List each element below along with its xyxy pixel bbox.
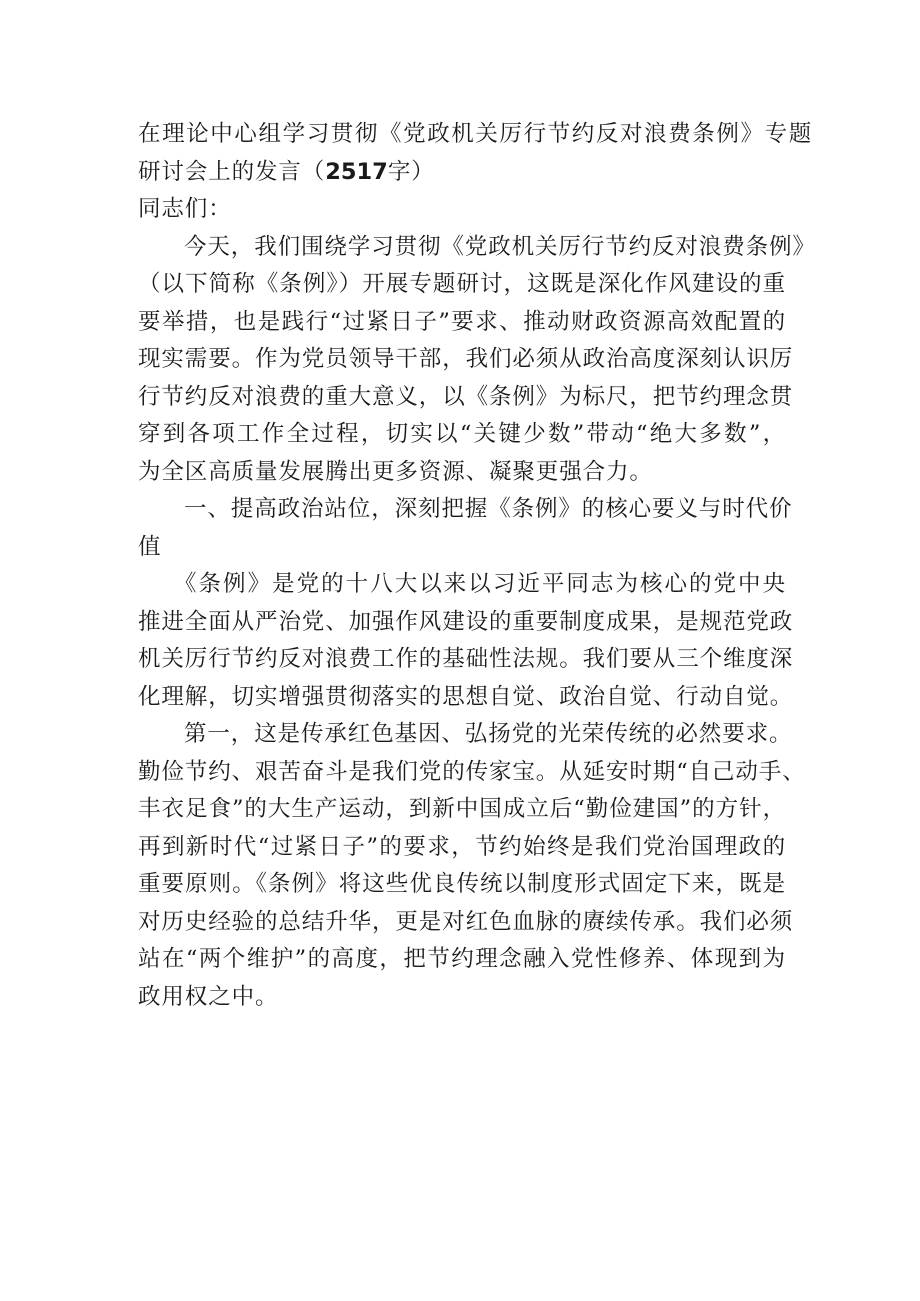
paragraph-first-point bbox=[138, 716, 806, 1016]
paragraph-regulation bbox=[138, 566, 794, 716]
paragraph-line: 化理解，切实增强贯彻落实的思想自觉、政治自觉、行动自觉。 bbox=[138, 683, 794, 710]
paragraph-line: 再到新时代“过紧日子”的要求，节约始终是我们党治国理政的 bbox=[138, 833, 786, 860]
paragraph-line: 推进全面从严治党、加强作风建设的重要制度成果，是规范党政 bbox=[138, 608, 794, 635]
paragraph-line: 行节约反对浪费的重大意义，以《条例》为标尺，把节约理念贯 bbox=[138, 383, 794, 410]
paragraph-intro bbox=[138, 229, 816, 492]
paragraph-line: 穿到各项工作全过程，切实以“关键少数”带动“绝大多数”， bbox=[138, 421, 786, 447]
title-prefix: 研讨会上的发言（ bbox=[138, 158, 326, 185]
document-body bbox=[138, 116, 816, 1016]
paragraph-line: 为全区高质量发展腾出更多资源、凝聚更强合力。 bbox=[138, 458, 653, 485]
paragraph-line: 站在“两个维护”的高度，把节约理念融入党性修养、体现到为 bbox=[138, 946, 786, 972]
section-heading-1 bbox=[138, 491, 793, 566]
paragraph-line: 机关厉行节约反对浪费工作的基础性法规。我们要从三个维度深 bbox=[138, 646, 794, 672]
paragraph-line: 今天，我们围绕学习贯彻《党政机关厉行节约反对浪费条例》 bbox=[184, 233, 816, 260]
section-heading-line: 值 bbox=[138, 533, 162, 560]
paragraph-line: 现实需要。作为党员领导干部，我们必须从政治高度深刻认识厉 bbox=[138, 346, 794, 372]
paragraph-line: 政用权之中。 bbox=[138, 983, 279, 1010]
paragraph-line: （以下简称《条例》）开展专题研讨，这既是深化作风建设的重 bbox=[138, 271, 786, 297]
document-title-line-2 bbox=[138, 154, 786, 192]
section-heading-line: 一、提高政治站位，深刻把握《条例》的核心要义与时代价 bbox=[184, 496, 793, 522]
paragraph-line: 要举措，也是践行“过紧日子”要求、推动财政资源高效配置的 bbox=[138, 308, 786, 335]
paragraph-line: 重要原则。《条例》将这些优良传统以制度形式固定下来，既是 bbox=[138, 871, 786, 897]
title-suffix: 字） bbox=[387, 158, 435, 185]
greeting: 同志们： bbox=[138, 196, 232, 222]
paragraph-line: 对历史经验的总结升华，更是对红色血脉的赓续传承。我们必须 bbox=[138, 908, 794, 935]
paragraph-line: 第一，这是传承红色基因、弘扬党的光荣传统的必然要求。 bbox=[184, 721, 793, 747]
paragraph-line: 《条例》是党的十八大以来以习近平同志为核心的党中央 bbox=[174, 571, 786, 597]
paragraph-line: 丰衣足食”的大生产运动，到新中国成立后“勤俭建国”的方针， bbox=[138, 796, 786, 822]
paragraph-line: 勤俭节约、艰苦奋斗是我们党的传家宝。从延安时期“自己动手、 bbox=[138, 758, 806, 785]
word-count: 2517 bbox=[325, 158, 388, 185]
document-title-line-1: 在理论中心组学习贯彻《党政机关厉行节约反对浪费条例》专题 bbox=[138, 121, 813, 147]
